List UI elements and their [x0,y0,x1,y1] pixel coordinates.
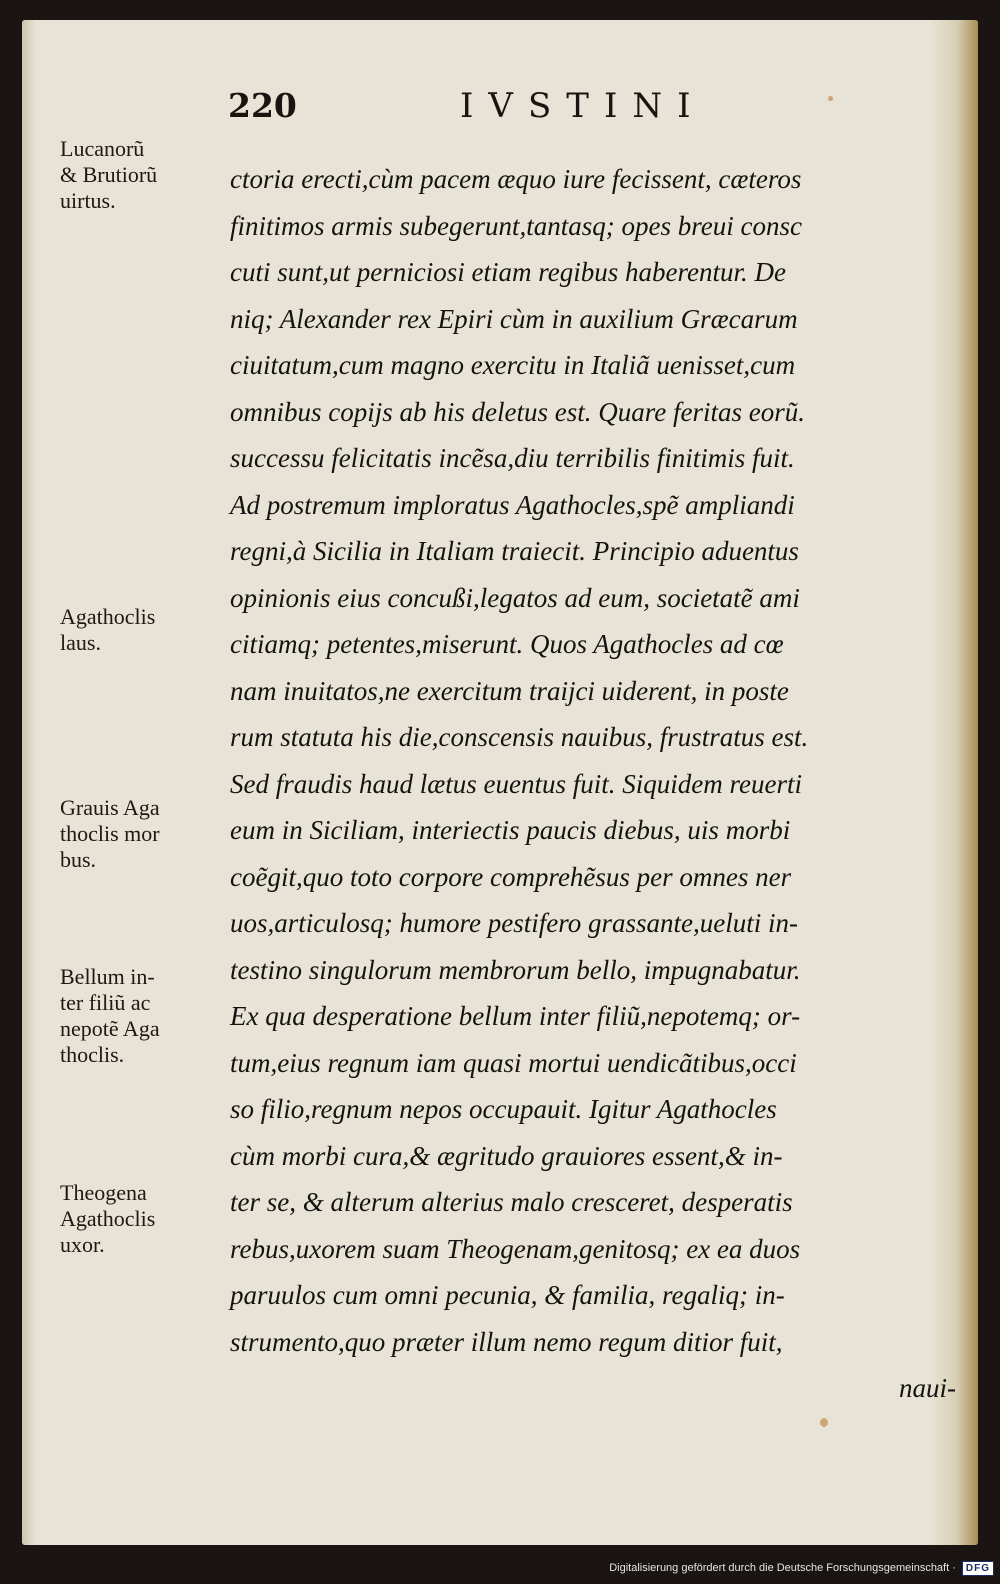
marginal-note-line: uirtus. [60,188,116,213]
marginal-note-line: thoclis. [60,1042,125,1067]
marginal-note [60,1180,230,1258]
marginal-note-line: nepotẽ Aga [60,1016,160,1041]
marginal-note-line: Agathoclis [60,1206,156,1231]
text-line: opinionis eius concußi,legatos ad eum, societatẽ ami [230,582,800,613]
body-text [230,156,966,1412]
text-line: cùm morbi cura,& ægritudo grauiores essent,& in- [230,1140,783,1171]
marginal-note-line: laus. [60,630,101,655]
text-line: uos,articulosq; humore pestifero grassante,ueluti in- [230,908,798,938]
text-line: nam inuitatos,ne exercitum traijci uiderent, in poste [230,675,789,706]
text-line: ciuitatum,cum magno exercitu in Italiã uenisset,cum [230,350,796,380]
text-line: cuti sunt,ut perniciosi etiam regibus haberentur. De [230,257,786,287]
text-line: ctoria erecti,cùm pacem æquo iure fecissent, cæteros [230,164,802,194]
marginal-note-line: Lucanorũ [60,136,145,161]
marginal-note-line: Grauis Aga [60,795,160,820]
catchword: naui- [899,1373,956,1403]
text-line: Ex qua desperatione bellum inter filiũ,nepotemq; or- [230,1001,801,1031]
book-page [22,20,978,1545]
text-line: successu felicitatis incẽsa,diu terribilis finitimis fuit. [230,443,795,473]
dfg-logo: DFG [962,1561,994,1576]
marginal-note [60,136,230,214]
marginal-note-line: & Brutiorũ [60,162,158,187]
text-line: ter se, & alterum alterius malo cresceret, desperatis [230,1187,793,1217]
marginal-note [60,795,230,873]
marginal-note-line: ter filiũ ac [60,990,151,1015]
marginal-note-line: uxor. [60,1232,105,1257]
page-gutter [22,20,36,1545]
text-line: rum statuta his die,conscensis nauibus, frustratus est. [230,722,809,752]
text-line: paruulos cum omni pecunia, & familia, regaliq; in- [230,1280,785,1310]
text-line: citiamq; petentes,miserunt. Quos Agathocles ad cœ [230,629,784,659]
text-line: niq; Alexander rex Epiri cùm in auxilium Græcarum [230,303,798,334]
marginal-note-line: Theogena [60,1180,147,1205]
marginal-note [60,964,230,1068]
marginal-note-line: Bellum in- [60,964,155,989]
page-number: 220 [228,86,297,125]
marginal-note-line: Agathoclis [60,604,156,629]
credit-text: Digitalisierung gefördert durch die Deutsche Forschungsgemeinschaft · [609,1562,956,1574]
page-header [228,86,928,136]
text-line: finitimos armis subegerunt,tantasq; opes breui consc [230,210,802,241]
text-line: testino singulorum membrorum bello, impugnabatur. [230,954,801,985]
foxing-spot [820,1418,828,1427]
text-line: regni,à Sicilia in Italiam traiecit. Principio aduentus [230,536,799,566]
marginal-note-line: bus. [60,847,97,872]
marginal-note-line: thoclis mor [60,821,160,846]
text-line: rebus,uxorem suam Theogenam,genitosq; ex ea duos [230,1233,801,1264]
text-line: strumento,quo præter illum nemo regum ditior fuit, [230,1326,783,1357]
text-line: Sed fraudis haud lætus euentus fuit. Siquidem reuerti [230,768,802,799]
text-line: so filio,regnum nepos occupauit. Igitur Agathocles [230,1094,777,1124]
text-line: eum in Siciliam, interiectis paucis diebus, uis morbi [230,815,791,845]
digitization-credit [609,1556,994,1580]
running-head: IVSTINI [460,86,706,126]
text-line: tum,eius regnum iam quasi mortui uendicãtibus,occi [230,1047,797,1078]
marginal-note [60,604,230,656]
text-line: coẽgit,quo toto corpore comprehẽsus per omnes ner [230,861,792,892]
text-line: omnibus copijs ab his deletus est. Quare feritas eorũ. [230,396,805,427]
text-line: Ad postremum imploratus Agathocles,spẽ ampliandi [230,489,795,520]
